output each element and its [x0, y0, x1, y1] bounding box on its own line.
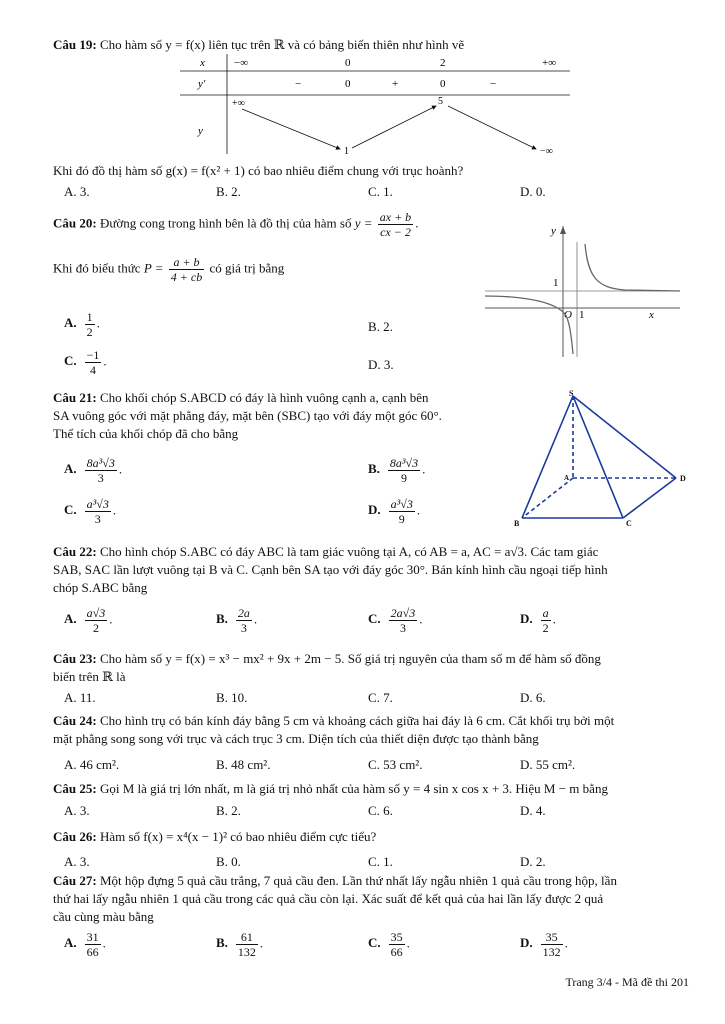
question-line: mặt phẳng song song với trục và cách trục 3 cm. Diện tích của thiết diện được tạo thành bằng	[53, 731, 539, 746]
q22-option-a[interactable]: A. $\frac{a√3}{2}$ .	[64, 606, 113, 635]
question-24-stem	[53, 712, 705, 748]
q19-option-c[interactable]: C. 1.	[368, 184, 393, 199]
q25-option-a[interactable]: A. 3.	[64, 803, 90, 818]
question-label: Câu 23:	[53, 651, 97, 666]
fraction-denominator: 132	[542, 945, 561, 959]
question-text: Cho hàm số y = f(x) liên tục trên ℝ và có bảng biến thiên như hình vẽ	[99, 37, 465, 52]
q24-option-c[interactable]: C. 53 cm².	[368, 757, 423, 772]
table-yprime-sign-1: −	[295, 78, 302, 90]
question-line: Gọi M là giá trị lớn nhất, m là giá trị nhỏ nhất của hàm số y = 4 sin x cos x + 3. Hiệu M − m bằng	[99, 781, 608, 796]
fraction-numerator: 35	[541, 930, 563, 945]
fraction-numerator: 61	[236, 930, 258, 945]
q21-option-a[interactable]: A. $\frac{\text{8a³√3}}{3}$ .	[64, 456, 123, 485]
fraction-numerator: a + b	[169, 255, 204, 270]
fraction-denominator: 66	[390, 945, 403, 959]
option-label: D.	[368, 502, 381, 518]
option-label: B.	[368, 461, 380, 477]
q26-option-c[interactable]: C. 1.	[368, 854, 393, 869]
option-label: A.	[64, 461, 77, 477]
option-label: A.	[64, 935, 77, 951]
expr-text: Khi đó biểu thức	[53, 260, 141, 276]
q26-option-d[interactable]: D. 2.	[520, 854, 546, 869]
question-label: Câu 25:	[53, 781, 97, 796]
fraction-denominator: 2	[92, 621, 99, 635]
table-yprime-zero-2: 0	[440, 78, 446, 90]
expr-tail: có giá trị bằng	[209, 260, 285, 276]
fraction-numerator: ax + b	[379, 210, 412, 224]
q26-option-a[interactable]: A. 3.	[64, 854, 90, 869]
expr-fraction	[169, 255, 204, 284]
question-label: Câu 19:	[53, 37, 97, 52]
q19-option-d[interactable]: D. 0.	[520, 184, 546, 199]
fraction-denominator: 9	[398, 512, 405, 526]
q27-option-d[interactable]: D. $\frac{35}{132}$ .	[520, 930, 568, 959]
vertex-c: C	[626, 519, 632, 528]
fraction-denominator: 2	[542, 621, 549, 635]
q24-option-d[interactable]: D. 55 cm².	[520, 757, 576, 772]
graph-y-label: y	[551, 225, 556, 237]
option-label: B.	[216, 611, 228, 627]
fraction-numerator: −1	[86, 348, 100, 362]
question-line: cầu cùng màu bằng	[53, 909, 154, 924]
table-y-max: 5	[438, 96, 443, 107]
question-line: Hàm số f(x) = x⁴(x − 1)² có bao nhiêu điểm cực tiểu?	[99, 829, 377, 844]
question-line: SA vuông góc với mặt phẳng đáy, mặt bên (SBC) tạo với đáy một góc 60°.	[53, 408, 442, 423]
question-line: Cho khối chóp S.ABCD có đáy là hình vuông cạnh a, cạnh bên	[99, 390, 429, 405]
option-fraction	[236, 930, 258, 959]
vertex-b: B	[514, 519, 520, 528]
graph-origin-label: O	[564, 309, 572, 321]
option-fraction	[85, 348, 102, 377]
q24-option-a[interactable]: A. 46 cm².	[64, 757, 120, 772]
fraction-numerator: 2a√3	[390, 606, 416, 620]
vertex-a: A	[564, 474, 570, 482]
q20-option-d[interactable]: D. 3.	[368, 357, 394, 372]
fraction-denominator: 2	[86, 325, 93, 339]
table-y-minus-inf: −∞	[540, 146, 553, 157]
q27-option-b[interactable]: B. $\frac{61}{132}$ .	[216, 930, 264, 959]
fraction-numerator: 31	[86, 930, 99, 944]
fraction-numerator: 8a³√3	[86, 456, 115, 470]
question-label: Câu 26:	[53, 829, 97, 844]
fraction-denominator: 3	[94, 512, 101, 526]
fraction-denominator: 66	[86, 945, 99, 959]
graph-x-label: x	[649, 309, 654, 321]
option-fraction	[85, 930, 101, 959]
fraction-numerator: a√3	[86, 606, 106, 620]
q19-option-b[interactable]: B. 2.	[216, 184, 241, 199]
option-label: A.	[64, 611, 77, 627]
question-line: biến trên ℝ là	[53, 669, 126, 684]
option-fraction	[85, 310, 95, 339]
option-label: D.	[520, 935, 533, 951]
graph-y-tick: 1	[553, 277, 559, 289]
option-fraction	[85, 456, 117, 485]
q20-option-c[interactable]: C. $\frac{-1}{4}$ .	[64, 348, 107, 377]
fraction-numerator: 2a	[237, 606, 250, 620]
table-yprime-sign-3: −	[490, 78, 497, 90]
q22-option-d[interactable]: D. $\frac{a}{2}$ .	[520, 606, 556, 635]
option-label: C.	[64, 502, 77, 518]
question-25-stem	[53, 780, 705, 798]
q25-option-d[interactable]: D. 4.	[520, 803, 546, 818]
question-line: Một hộp đựng 5 quả cầu trắng, 7 quả cầu đen. Lần thứ nhất lấy ngẫu nhiên 1 quả cầu trong hộp, lần	[99, 873, 617, 888]
table-y-min: 1	[344, 146, 349, 157]
option-fraction	[389, 606, 418, 635]
question-20-stem: Câu 20: Đường cong trong hình bên là đồ thị của hàm số y = $\frac{ax + b}{cx - 2}$ .	[53, 210, 419, 239]
q25-option-b[interactable]: B. 2.	[216, 803, 241, 818]
fraction-denominator: 132	[237, 945, 256, 959]
q22-option-b[interactable]: B. $\frac{2a}{3}$ .	[216, 606, 258, 635]
vertex-d: D	[680, 474, 686, 483]
fraction-denominator: 9	[401, 471, 408, 485]
q22-option-c[interactable]: C. $\frac{2a√3}{3}$ .	[368, 606, 423, 635]
q27-option-c[interactable]: C. $\frac{35}{66}$ .	[368, 930, 410, 959]
question-26-stem	[53, 828, 705, 846]
fraction-numerator: a	[542, 606, 549, 620]
question-line: Thể tích của khối chóp đã cho bằng	[53, 426, 239, 441]
option-label: B.	[216, 935, 228, 951]
fraction-numerator: a³√3	[390, 497, 413, 511]
q23-option-a[interactable]: A. 11.	[64, 690, 96, 705]
question-label: Câu 27:	[53, 873, 97, 888]
question-27-stem	[53, 872, 705, 926]
vertex-s: S	[569, 389, 574, 398]
question-line: thứ hai lấy ngẫu nhiên 1 quả cầu trong các quả cầu còn lại. Xác suất để kết quả của hai lần lấy được 2 quả	[53, 891, 604, 906]
question-label: Câu 22:	[53, 544, 97, 559]
q27-option-a[interactable]: A. $\frac{31}{66}$ .	[64, 930, 106, 959]
question-line: Cho hình chóp S.ABC có đáy ABC là tam giác vuông tại A, có AB = a, AC = a√3. Các tam giác	[99, 544, 599, 559]
q21-option-c[interactable]: C. $\frac{\text{a³√3}}{3}$ .	[64, 497, 117, 526]
function-lhs: y =	[354, 215, 373, 231]
option-label: C.	[64, 353, 77, 369]
fraction-numerator: 8a³√3	[389, 456, 419, 470]
option-fraction	[85, 606, 108, 635]
question-21-stem	[53, 389, 505, 443]
q21-option-b[interactable]: B. $\frac{\text{8a³√3}}{9}$ .	[368, 456, 426, 485]
table-x-plus-inf: +∞	[542, 57, 557, 69]
q21-option-d[interactable]: D. $\frac{\text{a³√3}}{9}$ .	[368, 497, 421, 526]
q25-option-c[interactable]: C. 6.	[368, 803, 393, 818]
option-fraction	[541, 606, 551, 635]
table-y-plus-inf: +∞	[232, 98, 245, 109]
fraction-numerator: 1	[86, 310, 93, 324]
table-yprime-zero-1: 0	[345, 78, 351, 90]
fraction-denominator: 4	[90, 363, 97, 377]
q19-option-a[interactable]: A. 3.	[64, 184, 90, 199]
option-label: C.	[368, 611, 381, 627]
option-label: A.	[64, 315, 77, 331]
fraction-denominator: 3	[399, 621, 406, 635]
q20-option-a[interactable]: A. $\frac{1}{2}$ .	[64, 310, 100, 339]
table-x-0: 0	[345, 57, 351, 69]
graph-x-tick: 1	[579, 309, 585, 321]
question-text: Đường cong trong hình bên là đồ thị của hàm số	[99, 215, 352, 231]
fraction-numerator: a³√3	[86, 497, 109, 511]
question-line: Cho hình trụ có bán kính đáy bằng 5 cm và khoảng cách giữa hai đáy là 6 cm. Cắt khối trụ bởi một	[99, 713, 615, 728]
page-footer: Trang 3/4 - Mã đề thi 201	[565, 975, 689, 989]
question-line: chóp S.ABC bằng	[53, 580, 148, 595]
question-19-ask: Khi đó đồ thị hàm số g(x) = f(x² + 1) có bao nhiêu điểm chung với trục hoành?	[53, 163, 464, 178]
fraction-numerator: 35	[390, 930, 403, 944]
question-label: Câu 24:	[53, 713, 97, 728]
option-fraction	[388, 456, 420, 485]
option-label: D.	[520, 611, 533, 627]
fraction-denominator: 3	[97, 471, 104, 485]
q24-option-b[interactable]: B. 48 cm².	[216, 757, 271, 772]
expr-lhs: P =	[143, 260, 164, 276]
fraction-denominator: 4 + cb	[170, 270, 203, 284]
table-yprime-label: y′	[198, 78, 206, 90]
option-fraction	[541, 930, 563, 959]
question-label: Câu 21:	[53, 390, 97, 405]
q20-option-b[interactable]: B. 2.	[368, 319, 393, 334]
question-line: SAB, SAC lần lượt vuông tại B và C. Cạnh bên SA tạo với đáy góc 30°. Bán kính hình cầu ngoại tiếp hình	[53, 562, 608, 577]
q23-option-d[interactable]: D. 6.	[520, 690, 546, 705]
option-fraction	[389, 930, 405, 959]
question-23-stem	[53, 650, 705, 686]
question-line: Cho hàm số y = f(x) = x³ − mx² + 9x + 2m − 5. Số giá trị nguyên của tham số m để hàm số đồng	[99, 651, 601, 666]
option-fraction	[236, 606, 252, 635]
option-label: C.	[368, 935, 381, 951]
table-x-minus-inf: −∞	[234, 57, 249, 69]
option-fraction	[389, 497, 415, 526]
fraction-denominator: cx − 2	[380, 225, 411, 239]
function-fraction	[378, 210, 413, 239]
question-22-stem	[53, 543, 705, 597]
pyramid-figure	[508, 386, 700, 534]
question-19-stem	[53, 36, 705, 54]
fraction-denominator: 3	[240, 621, 247, 635]
question-label: Câu 20:	[53, 215, 97, 231]
function-graph	[485, 222, 685, 360]
q23-option-c[interactable]: C. 7.	[368, 690, 393, 705]
variation-table	[180, 54, 570, 162]
table-x-label: x	[200, 57, 205, 69]
table-y-label: y	[198, 125, 203, 137]
q26-option-b[interactable]: B. 0.	[216, 854, 241, 869]
table-x-2: 2	[440, 57, 446, 69]
q23-option-b[interactable]: B. 10.	[216, 690, 248, 705]
table-yprime-sign-2: +	[392, 78, 399, 90]
option-fraction	[85, 497, 111, 526]
